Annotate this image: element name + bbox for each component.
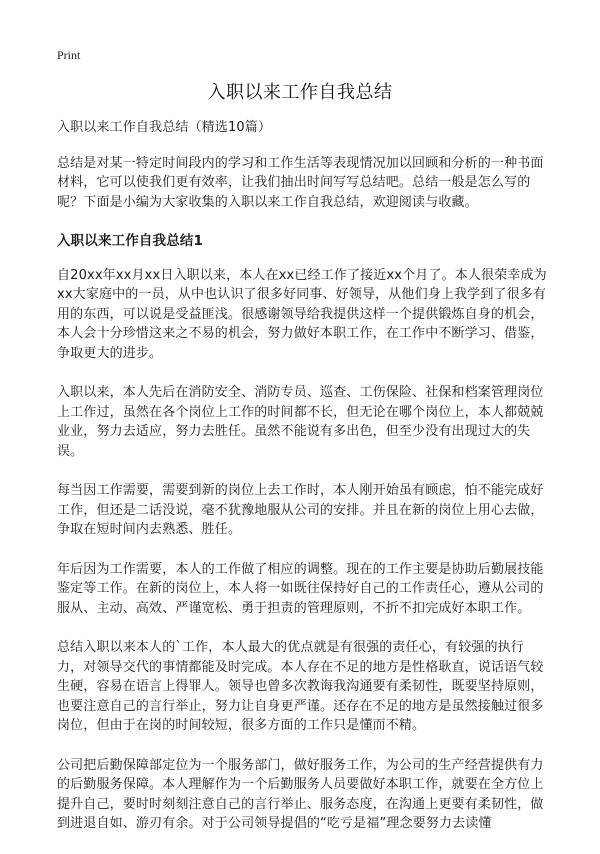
section-heading: 入职以来工作自我总结1 <box>57 233 204 249</box>
body-paragraph: 总结入职以来本人的`工作，本人最大的优点就是有很强的责任心，有较强的执行力，对领导交代的事情都能及时完成。本人存在不足的地方是性格耿直，说话语气较生硬，容易在语言上得罪人。领导也曾多次教诲我沟通要有柔韧性，既要坚持原则，也要注意自己的言行举止，努力让自身更严谨。还存在不足的地方是虽然接触过很多岗位，但由于在岗的时间较短，很多方面的工作只是懂而不精。 <box>57 640 544 733</box>
intro-paragraph: 总结是对某一特定时间段内的学习和工作生活等表现情况加以回顾和分析的一种书面材料，它可以使我们更有效率，让我们抽出时间写写总结吧。总结一般是怎么写的呢？下面是小编为大家收集的入职以来工作自我总结，欢迎阅读与收藏。 <box>57 155 544 210</box>
article-body <box>57 118 547 854</box>
body-paragraph: 年后因为工作需要，本人的工作做了相应的调整。现在的工作主要是协助后勤展技能鉴定等工作。在新的岗位上，本人将一如既往保持好自己的工作责任心，遵从公司的服从、主动、高效、严谨宽松、勇于担责的管理原则，不折不扣完成好本职工作。 <box>57 561 544 616</box>
body-paragraph: 公司把后勤保障部定位为一个服务部门，做好服务工作，为公司的生产经营提供有力的后勤服务保障。本人理解作为一个后勤服务人员要做好本职工作，就要在全方位上提升自己，要时时刻刻注意自己的言行举止、服务态度，在沟通上更要有柔韧性，做到进退自如、游刃有余。对于公司领导提倡的“吃亏是福”理念要努力去读懂 <box>57 757 544 831</box>
article-subtitle: 入职以来工作自我总结（精选10篇） <box>57 120 272 135</box>
print-link[interactable]: Print <box>57 48 81 62</box>
body-paragraph: 自20xx年xx月xx日入职以来，本人在xx已经工作了接近xx个月了。本人很荣幸成为xx大家庭中的一员，从中也认识了很多好同事、好领导，从他们身上我学到了很多有用的东西，可以说是受益匪浅。很感谢领导给我提供这样一个提供锻炼自身的机会，本人会十分珍惜这来之不易的机会，努力做好本职工作，在工作中不断学习、借鉴，争取更大的进步。 <box>57 267 547 361</box>
body-paragraph: 入职以来，本人先后在消防安全、消防专员、巡查、工伤保险、社保和档案管理岗位上工作过，虽然在各个岗位上工作的时间都不长，但无论在哪个岗位上，本人都兢兢业业，努力去适应，努力去胜任。虽然不能说有多出色，但至少没有出现过大的失误。 <box>57 385 544 459</box>
body-paragraph: 每当因工作需要，需要到新的岗位上去工作时，本人刚开始虽有顾虑，怕不能完成好工作，但还是二话没说，毫不犹豫地服从公司的安排。并且在新的岗位上用心去做，争取在短时间内去熟悉、胜任。 <box>57 483 544 537</box>
page-title: 入职以来工作自我总结 <box>207 82 393 103</box>
